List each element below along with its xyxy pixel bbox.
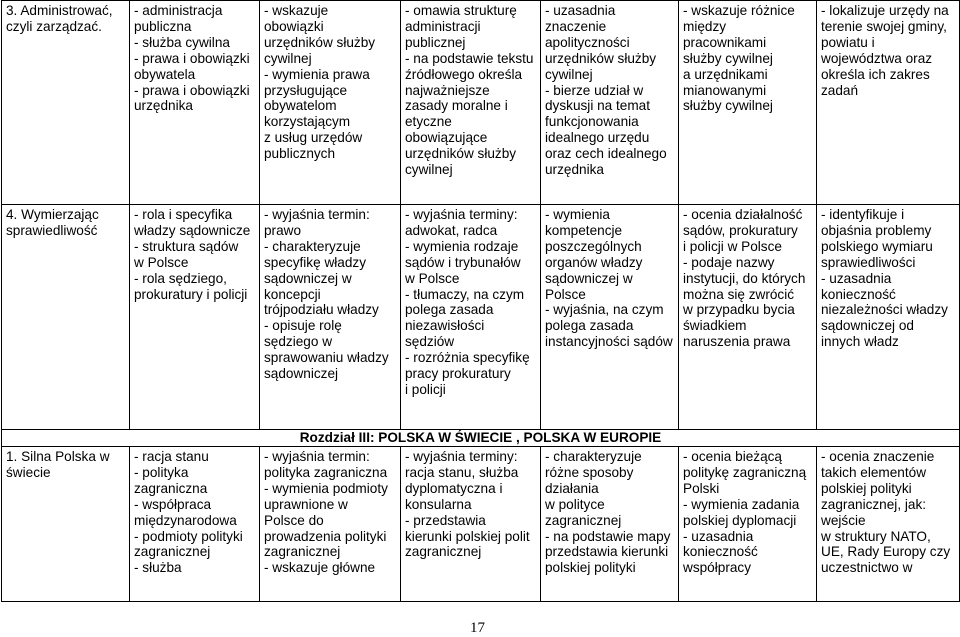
extended-cell: - wymienia kompetencje poszczególnych organów władzy sądowniczej w Polsce - wyjaśnia, na czym polega zasada instancyjności sądów [541, 205, 679, 430]
table-row [2, 1, 960, 205]
extended-cell: - charakteryzuje różne sposoby działania w polityce zagranicznej - na podstawie mapy przedstawia kierunki polskiej polityki [541, 447, 679, 602]
basic-requirements-cell: - wyjaśnia termin: polityka zagraniczna - wymienia podmioty uprawnione w Polsce do prowadzenia polityki zagranicznej - wskazuje główne [260, 447, 401, 602]
table-row [2, 205, 960, 430]
full-cell: - ocenia bieżącą politykę zagraniczną Polski - wymienia zadania polskiej dyplomacji - uzasadnia konieczność współpracy [679, 447, 817, 602]
content-cell: - rola i specyfika władzy sądownicze - struktura sądów w Polsce - rola sędziego, prokuratury i policji [130, 205, 260, 430]
topic-cell: 1. Silna Polska w świecie [2, 447, 130, 602]
extended-basic-cell: - wyjaśnia terminy: adwokat, radca - wymienia rodzaje sądów i trybunałów w Polsce - tłumaczy, na czym polega zasada niezawisłości sędziów - rozróżnia specyfikę pracy prokuratury i policji [401, 205, 541, 430]
beyond-cell: - ocenia znaczenie takich elementów polskiej polityki zagranicznej, jak: wejście w struktury NATO, UE, Rady Europy czy uczestnictwo w [817, 447, 960, 602]
basic-requirements-cell: - wskazuje obowiązki urzędników służby cywilnej - wymienia prawa przysługujące obywatelom korzystającym z usług urzędów publicznych [260, 1, 401, 205]
chapter-heading: Rozdział III: POLSKA W ŚWIECIE , POLSKA W EUROPIE [2, 430, 960, 447]
extended-basic-cell: - wyjaśnia terminy: racja stanu, służba dyplomatyczna i konsularna - przedstawia kierunki polskiej polit zagranicznej [401, 447, 541, 602]
page-number: 17 [470, 620, 485, 636]
content-cell: - administracja publiczna - służba cywilna - prawa i obowiązki obywatela - prawa i obowiązki urzędnika [130, 1, 260, 205]
chapter-heading-row [2, 430, 960, 447]
extended-basic-cell: - omawia strukturę administracji publicznej - na podstawie tekstu źródłowego określa najważniejsze zasady moralne i etyczne obowiązujące urzędników służby cywilnej [401, 1, 541, 205]
topic-cell: 4. Wymierzając sprawiedliwość [2, 205, 130, 430]
table-row [2, 447, 960, 602]
basic-requirements-cell: - wyjaśnia termin: prawo - charakteryzuje specyfikę władzy sądowniczej w koncepcji trójpodziału władzy - opisuje rolę sędziego w sprawowaniu władzy sądowniczej [260, 205, 401, 430]
topic-cell: 3. Administrować, czyli zarządzać. [2, 1, 130, 205]
full-cell: - ocenia działalność sądów, prokuratury i policji w Polsce - podaje nazwy instytucji, do których można się zwrócić w przypadku bycia świadkiem naruszenia prawa [679, 205, 817, 430]
content-cell: - racja stanu - polityka zagraniczna - współpraca międzynarodowa - podmioty polityki zagranicznej - służba [130, 447, 260, 602]
beyond-cell: - lokalizuje urzędy na terenie swojej gminy, powiatu i województwa oraz określa ich zakres zadań [817, 1, 960, 205]
beyond-cell: - identyfikuje i objaśnia problemy polskiego wymiaru sprawiedliwości - uzasadnia konieczność niezależności władzy sądowniczej od innych władz [817, 205, 960, 430]
curriculum-table [1, 0, 960, 602]
full-cell: - wskazuje różnice między pracownikami służby cywilnej a urzędnikami mianowanymi służby cywilnej [679, 1, 817, 205]
extended-cell: - uzasadnia znaczenie apolityczności urzędników służby cywilnej - bierze udział w dyskusji na temat funkcjonowania idealnego urzędu oraz cech idealnego urzędnika [541, 1, 679, 205]
